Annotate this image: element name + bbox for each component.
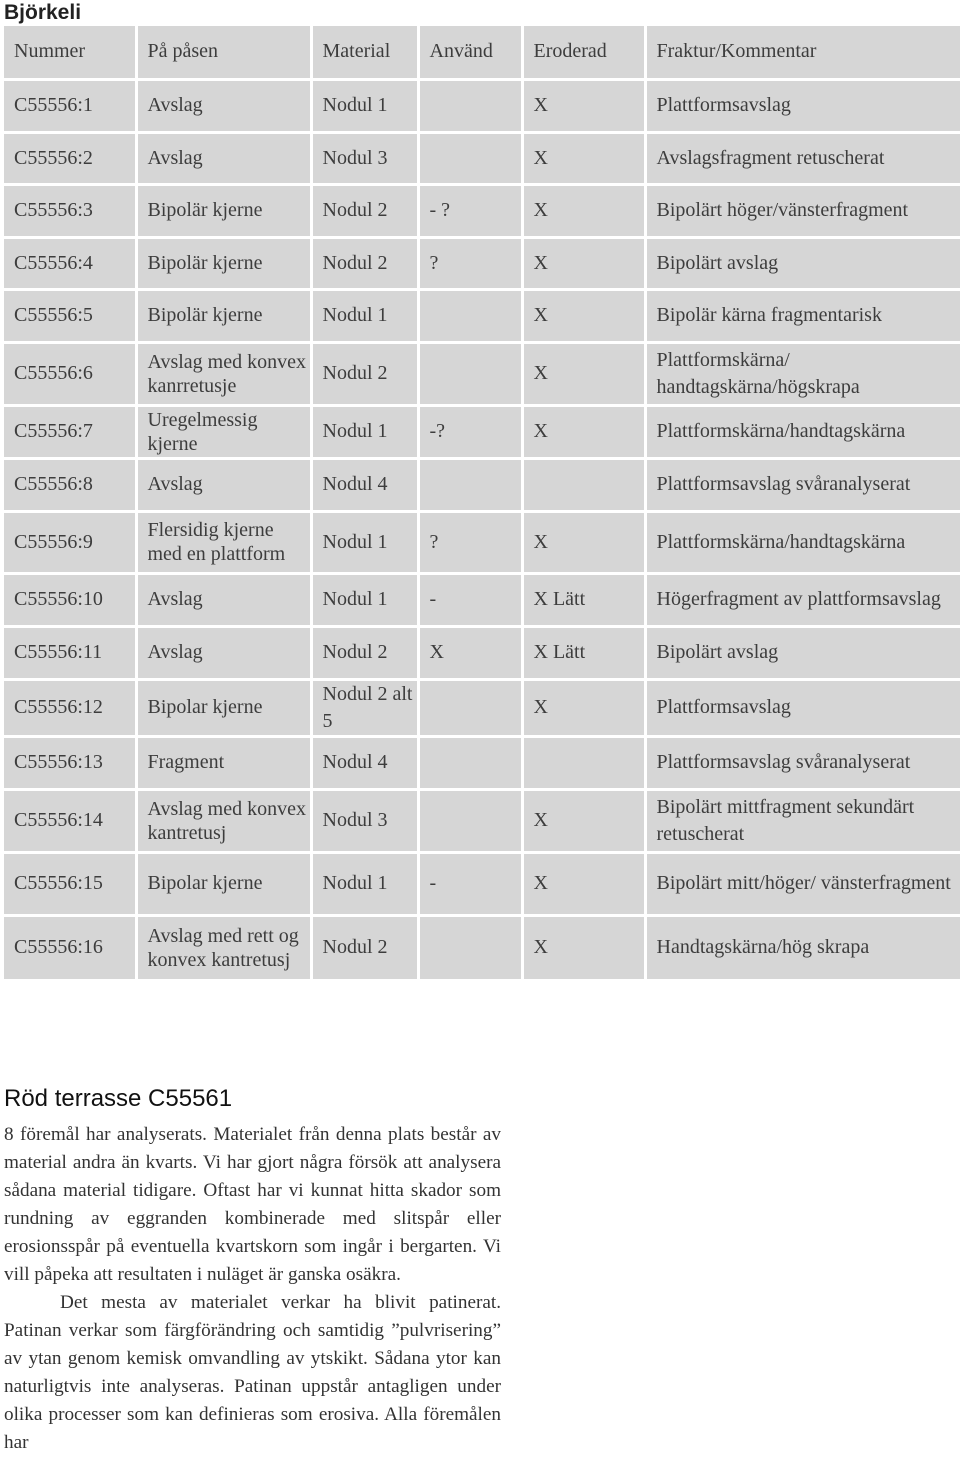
table-cell: Plattformskärna/handtagskärna [645, 405, 960, 458]
header-cell: Använd [418, 26, 522, 79]
table-cell: C55556:5 [4, 289, 136, 342]
table-row [4, 573, 960, 626]
table-cell: Bipolärt avslag [645, 237, 960, 289]
table-cell: Avslagsfragment retuscherat [645, 132, 960, 184]
table-cell [522, 458, 645, 511]
header-cell: På påsen [136, 26, 311, 79]
table-cell: Nodul 3 [311, 789, 418, 852]
body-text [4, 1121, 501, 1457]
table-cell [418, 789, 522, 852]
table-cell: - [418, 852, 522, 915]
table-cell: Nodul 2 [311, 184, 418, 237]
table-cell: Avslag med rett og konvex kantretusj [136, 915, 311, 980]
table-cell: C55556:15 [4, 852, 136, 915]
table-cell: Fragment [136, 736, 311, 789]
table-cell: Avslag [136, 573, 311, 626]
table-cell: Avslag [136, 626, 311, 679]
table-cell: X [522, 132, 645, 184]
table-cell: Nodul 2 [311, 915, 418, 980]
table-row [4, 736, 960, 789]
finds-table-body [4, 26, 960, 980]
table-cell: C55556:12 [4, 679, 136, 736]
table-row [4, 405, 960, 458]
table-row [4, 852, 960, 915]
table-cell [418, 915, 522, 980]
table-cell: C55556:13 [4, 736, 136, 789]
table-cell: X [418, 626, 522, 679]
table-cell [418, 132, 522, 184]
table-cell [522, 736, 645, 789]
table-cell: C55556:2 [4, 132, 136, 184]
table-cell: Avslag [136, 458, 311, 511]
table-row [4, 184, 960, 237]
header-cell: Nummer [4, 26, 136, 79]
table-cell: C55556:9 [4, 511, 136, 573]
table-cell: C55556:3 [4, 184, 136, 237]
table-cell: Bipolärt avslag [645, 626, 960, 679]
table-cell: C55556:8 [4, 458, 136, 511]
table-cell: Bipolär kjerne [136, 184, 311, 237]
table-cell: Nodul 1 [311, 511, 418, 573]
table-cell: X [522, 789, 645, 852]
table-cell [418, 79, 522, 132]
table-cell: C55556:14 [4, 789, 136, 852]
table-row [4, 679, 960, 736]
table-row [4, 237, 960, 289]
table-cell: Bipolärt höger/vänsterfragment [645, 184, 960, 237]
table-cell: Uregelmessig kjerne [136, 405, 311, 458]
table-cell: X [522, 915, 645, 980]
table-cell: Nodul 4 [311, 458, 418, 511]
table-cell: Avslag med konvex kanrretusje [136, 342, 311, 405]
site-title: Björkeli [4, 1, 82, 24]
table-cell: Handtagskärna/hög skrapa [645, 915, 960, 980]
table-cell: C55556:7 [4, 405, 136, 458]
table-cell: C55556:1 [4, 79, 136, 132]
table-cell [418, 679, 522, 736]
table-cell: Nodul 1 [311, 852, 418, 915]
header-cell: Eroderad [522, 26, 645, 79]
table-cell: X [522, 184, 645, 237]
table-cell: Nodul 1 [311, 79, 418, 132]
table-cell: Bipolärt mittfragment sekundärt retuscherat [645, 789, 960, 852]
table-cell: Bipolär kjerne [136, 237, 311, 289]
table-row [4, 132, 960, 184]
body-paragraph: Det mesta av materialet verkar ha blivit patinerat. Patinan verkar som färgförändring och samtidig ”pulvrisering” av ytan genom kemisk omvandling av ytskikt. Sådana ytor kan naturligtvis inte analyseras. Patinan uppstår antagligen under olika processer som kan definieras som erosiva. Alla föremålen har [4, 1292, 501, 1453]
table-header-row [4, 26, 960, 79]
table-cell: X [522, 79, 645, 132]
table-cell: X [522, 237, 645, 289]
table-cell: X [522, 511, 645, 573]
table-cell: Nodul 1 [311, 289, 418, 342]
table-cell: ? [418, 511, 522, 573]
header-cell: Fraktur/Kommentar [645, 26, 960, 79]
table-cell: Nodul 2 alt 5 [311, 679, 418, 736]
table-cell: X [522, 342, 645, 405]
table-row [4, 789, 960, 852]
table-cell: Flersidig kjerne med en plattform [136, 511, 311, 573]
table-cell: X [522, 852, 645, 915]
table-cell: X [522, 405, 645, 458]
table-cell: Plattformskärna/ handtagskärna/högskrapa [645, 342, 960, 405]
table-cell: Plattformsavslag [645, 679, 960, 736]
body-paragraph: 8 föremål har analyserats. Materialet från denna plats består av material andra än kvarts. Vi har gjort några försök att analysera sådana material tidigare. Oftast har vi kunnat hitta skador som rundning av eggranden kombinerade med slitspår eller erosionsspår på eventuella kvartskorn som ingår i bergarten. Vi vill påpeka att resultaten i nuläget är ganska osäkra. [4, 1124, 501, 1285]
table-cell [418, 458, 522, 511]
table-cell: Bipolär kärna fragmentarisk [645, 289, 960, 342]
table-cell: - ? [418, 184, 522, 237]
table-row [4, 511, 960, 573]
table-cell [418, 289, 522, 342]
table-cell: Nodul 1 [311, 405, 418, 458]
table-cell: Nodul 3 [311, 132, 418, 184]
table-cell [418, 342, 522, 405]
table-cell: Nodul 2 [311, 626, 418, 679]
table-cell: X Lätt [522, 573, 645, 626]
table-row [4, 79, 960, 132]
table-cell: C55556:16 [4, 915, 136, 980]
table-cell: Nodul 2 [311, 237, 418, 289]
table-cell: X [522, 289, 645, 342]
table-cell: Bipolär kjerne [136, 289, 311, 342]
table-cell: C55556:6 [4, 342, 136, 405]
table-cell: Nodul 1 [311, 573, 418, 626]
table-cell: Plattformsavslag svåranalyserat [645, 458, 960, 511]
table-row [4, 342, 960, 405]
table-cell: C55556:10 [4, 573, 136, 626]
table-row [4, 626, 960, 679]
table-cell: Bipolärt mitt/höger/ vänsterfragment [645, 852, 960, 915]
table-cell: Avslag [136, 79, 311, 132]
table-cell: X [522, 679, 645, 736]
table-row [4, 289, 960, 342]
table-cell: C55556:4 [4, 237, 136, 289]
table-cell: - [418, 573, 522, 626]
section-heading: Röd terrasse C55561 [4, 1085, 233, 1112]
table-cell: ? [418, 237, 522, 289]
header-cell: Material [311, 26, 418, 79]
table-cell: Plattformsavslag svåranalyserat [645, 736, 960, 789]
table-cell: Högerfragment av plattformsavslag [645, 573, 960, 626]
table-cell: Plattformsavslag [645, 79, 960, 132]
table-cell: X Lätt [522, 626, 645, 679]
table-cell: -? [418, 405, 522, 458]
table-cell: Avslag med konvex kantretusj [136, 789, 311, 852]
finds-table [4, 26, 960, 982]
table-row [4, 458, 960, 511]
table-cell: Nodul 2 [311, 342, 418, 405]
table-cell: C55556:11 [4, 626, 136, 679]
table-cell [418, 736, 522, 789]
table-cell: Nodul 4 [311, 736, 418, 789]
table-row [4, 915, 960, 980]
table-cell: Plattformskärna/handtagskärna [645, 511, 960, 573]
table-cell: Bipolar kjerne [136, 852, 311, 915]
table-cell: Avslag [136, 132, 311, 184]
table-cell: Bipolar kjerne [136, 679, 311, 736]
